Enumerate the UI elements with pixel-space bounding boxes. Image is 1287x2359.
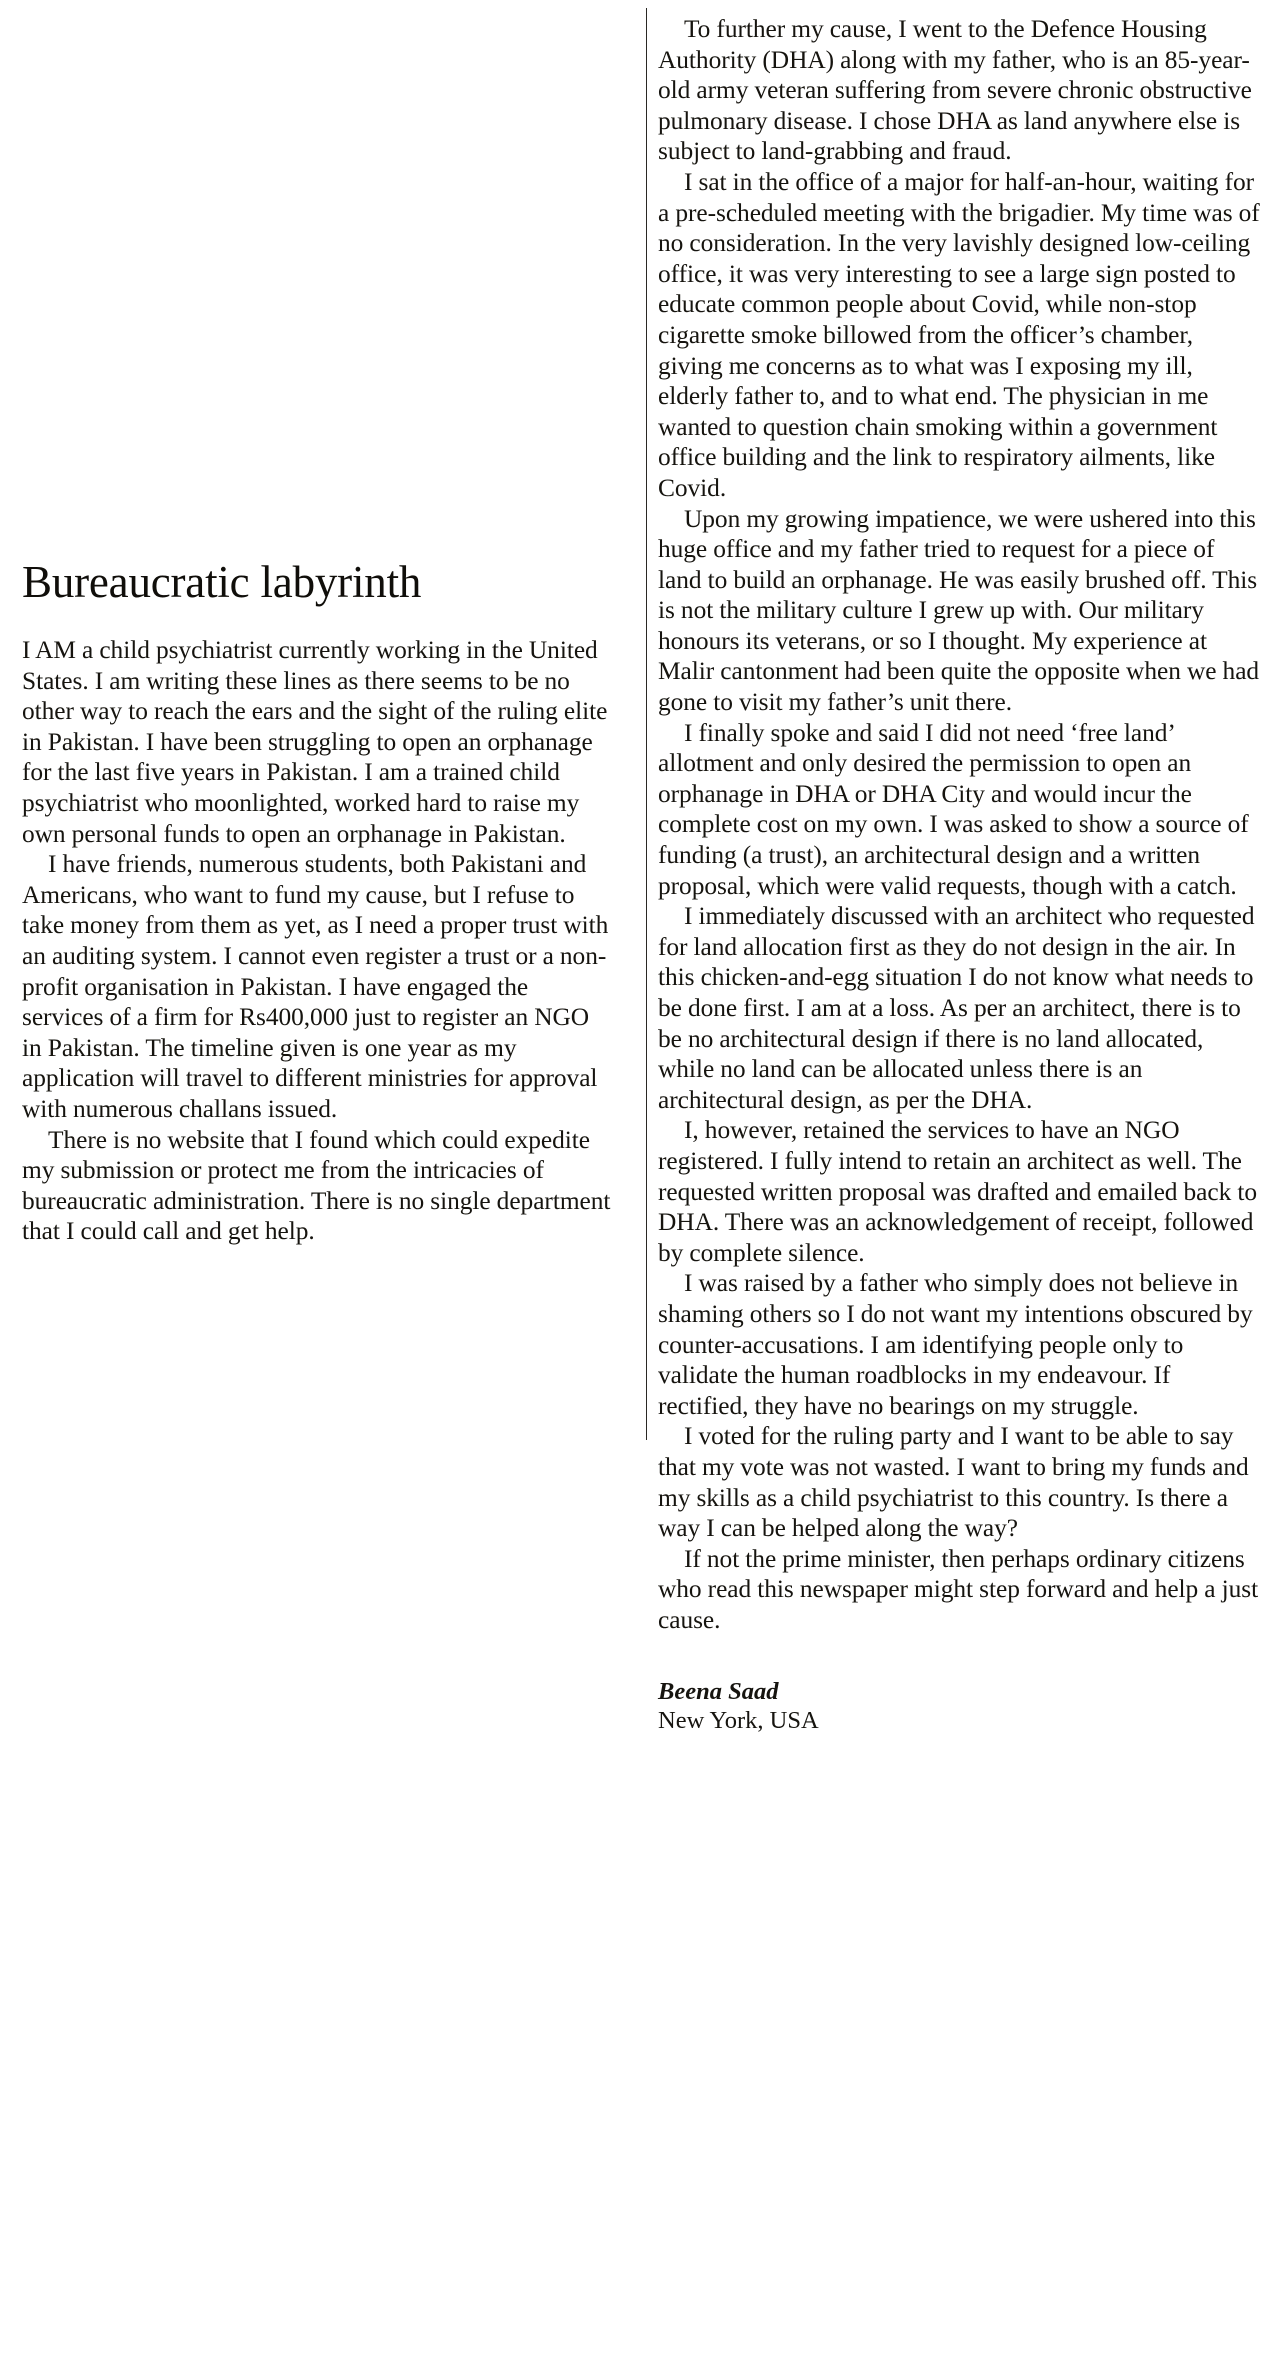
paragraph: I was raised by a father who simply does not believe in shaming others so I do not want my intentions obscured by counter-accusations. I am identifying people only to validate the human roadblocks in my endeavour. If rectified, they have no bearings on my struggle. — [658, 1269, 1253, 1420]
paragraph: I voted for the ruling party and I want to be able to say that my vote was not wasted. I want to bring my funds and my skills as a child psychiatrist to this country. Is there a way I can be helped along the way? — [658, 1422, 1249, 1543]
paragraph: To further my cause, I went to the Defence Housing Authority (DHA) along with my father, who is an 85-year-old army veteran suffering from severe chronic obstructive pulmonary disease. I chose DHA as land anywhere else is subject to land-grabbing and fraud. — [658, 15, 1252, 166]
left-column — [0, 0, 630, 2359]
right-column-body — [658, 14, 1261, 1635]
paragraph: I AM a child psychiatrist currently working in the United States. I am writing these lines as there seems to be no other way to reach the ears and the sight of the ruling elite in Pakistan. I have been struggling to open an orphanage for the last five years in Pakistan. I am a trained child psychiatrist who moonlighted, worked hard to raise my own personal funds to open an orphanage in Pakistan. — [22, 636, 608, 848]
right-column — [630, 0, 1287, 2359]
page-title: Bureaucratic labyrinth — [22, 557, 422, 607]
paragraph: I sat in the office of a major for half-an-hour, waiting for a pre-scheduled meeting with the brigadier. My time was of no consideration. In the very lavishly designed low-ceiling office, it was very interesting to see a large sign posted to educate common people about Covid, while non-stop cigarette smoke billowed from the officer’s chamber, giving me concerns as to what was I exposing my ill, elderly father to, and to what end. The physician in me wanted to question chain smoking within a government office building and the link to respiratory ailments, like Covid. — [658, 167, 1260, 502]
paragraph: I immediately discussed with an architect who requested for land allocation first as they do not design in the air. In this chicken-and-egg situation I do not know what needs to be done first. I am at a loss. As per an architect, there is to be no architectural design if there is no land allocated, while no land can be allocated unless there is an architectural design, as per the DHA. — [658, 902, 1255, 1114]
paragraph: There is no website that I found which could expedite my submission or protect me from the intricacies of bureaucratic administration. There is no single department that I could call and get help. — [22, 1125, 611, 1246]
author-name: Beena Saad — [658, 1678, 779, 1706]
paragraph: If not the prime minister, then perhaps ordinary citizens who read this newspaper might step forward and help a just cause. — [658, 1544, 1259, 1634]
paragraph: I finally spoke and said I did not need ‘free land’ allotment and only desired the permission to open an orphanage in DHA or DHA City and would incur the complete cost on my own. I was asked to show a source of funding (a trust), an architectural design and a written proposal, which were valid requests, though with a catch. — [658, 718, 1249, 900]
author-location: New York, USA — [658, 1707, 819, 1735]
headline-top-spacer — [22, 0, 612, 560]
left-column-body — [22, 635, 612, 1247]
paragraph: I, however, retained the services to have an NGO registered. I fully intend to retain an architect as well. The requested written proposal was drafted and emailed back to DHA. There was an acknowledgement of receipt, followed by complete silence. — [658, 1116, 1258, 1267]
paragraph: I have friends, numerous students, both Pakistani and Americans, who want to fund my cause, but I refuse to take money from them as yet, as I need a proper trust with an auditing system. I cannot even register a trust or a non-profit organisation in Pakistan. I have engaged the services of a firm for Rs400,000 just to register an NGO in Pakistan. The timeline given is one year as my application will travel to different ministries for approval with numerous challans issued. — [22, 850, 609, 1123]
signature-block — [658, 1677, 1261, 1735]
column-divider-rule — [646, 8, 647, 1440]
paragraph: Upon my growing impatience, we were ushered into this huge office and my father tried to request for a piece of land to build an orphanage. He was easily brushed off. This is not the military culture I grew up with. Our military honours its veterans, or so I thought. My experience at Malir cantonment had been quite the opposite when we had gone to visit my father’s unit there. — [658, 504, 1260, 717]
